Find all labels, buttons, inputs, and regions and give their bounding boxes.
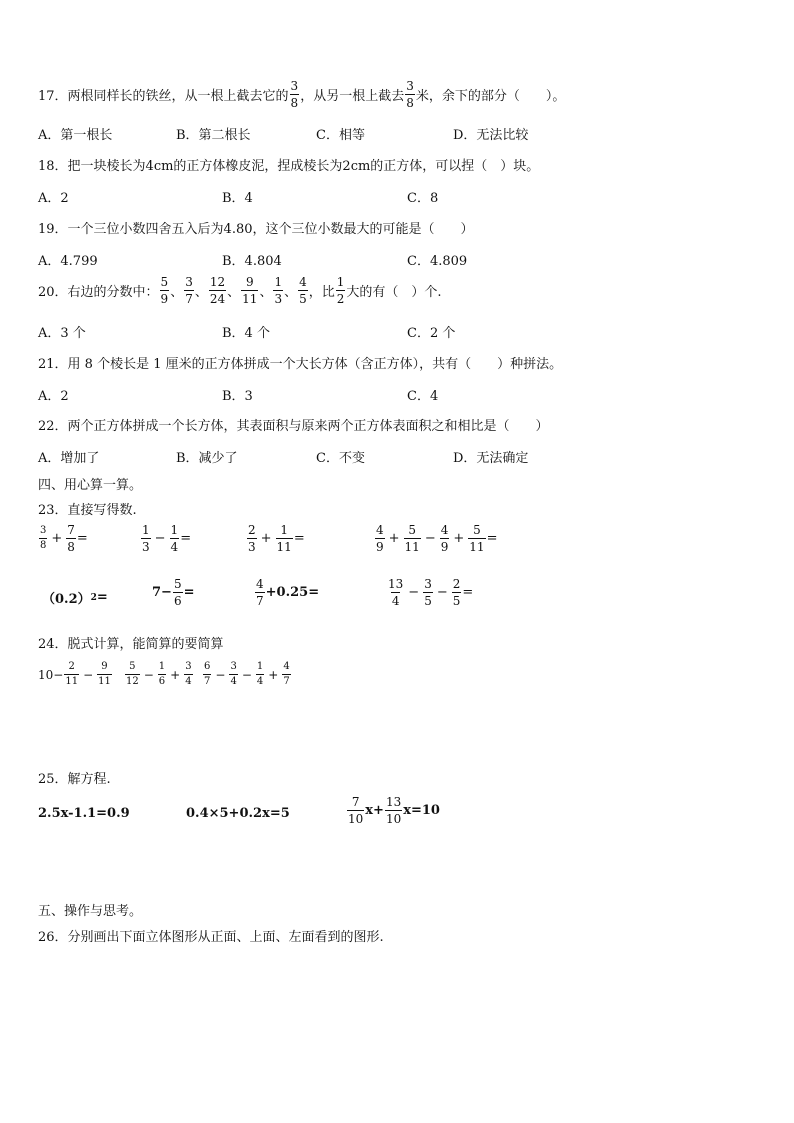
fraction: 3 7 (185, 275, 193, 306)
expression: 2 3 + $\frac{1}{11}$ = (248, 523, 305, 554)
option-c[interactable]: C．2 个 (407, 326, 456, 341)
question-21: 21．用 8 个棱长是 1 厘米的正方体拼成一个大长方体（含正方体），共有（ ）种拼法。 (38, 357, 563, 372)
fraction: 3 8 (290, 79, 299, 110)
expression: 1 3 − $\frac{1}{4}$ = (142, 523, 192, 554)
expression: 5 12 − $\frac{1}{6}$ + $\frac{3}{4}$ (126, 661, 192, 687)
option-b[interactable]: B．4.804 (222, 254, 282, 269)
question-24-title: 24．脱式计算，能简算的要简算 (38, 637, 224, 652)
option-a[interactable]: A．第一根长 (38, 128, 113, 143)
option-b[interactable]: B．第二根长 (176, 128, 251, 143)
option-c[interactable]: C．4 (407, 389, 439, 404)
section-5-title: 五、操作与思考。 (38, 904, 143, 919)
question-25-title: 25．解方程. (38, 772, 111, 787)
fraction: 3 8 (406, 79, 414, 110)
fraction: 12 24 (209, 275, 226, 306)
option-c[interactable]: C．不变 (316, 451, 365, 466)
fraction: 9 11 (242, 275, 258, 306)
option-a[interactable]: A．3 个 (38, 326, 86, 341)
question-20: 20．右边的分数中： 5 9 、 3 7 、 12 24 、 9 11 、 1 3 、 4 5 ，比 1 2 大的有（ ）个. (38, 275, 442, 306)
section-4-title: 四、用心算一算。 (38, 478, 143, 493)
q17-text-end: 米，余下的部分（ ）。 (415, 89, 566, 104)
option-d[interactable]: D．无法比较 (453, 128, 529, 143)
option-c[interactable]: C．相等 (316, 128, 365, 143)
expression: 6 7 − $\frac{3}{4}$ − $\frac{1}{4}$ + $\frac{4}{7}$ (204, 661, 290, 687)
option-a[interactable]: A．4.799 (38, 254, 98, 269)
fraction: 1 2 (336, 275, 345, 306)
expression: 10− $\frac{2}{11}$ − $\frac{9}{11}$ (38, 661, 111, 687)
question-19: 19．一个三位小数四舍五入后为4.80，这个三位小数最大的可能是（ ） (38, 222, 474, 237)
q20-text-compare: ，比 (308, 285, 335, 300)
option-d[interactable]: D．无法确定 (453, 451, 529, 466)
expression: 13 4 − $\frac{3}{5}$ − $\frac{2}{5}$ = (388, 577, 474, 608)
q20-text-end: 大的有（ ）个. (346, 285, 442, 300)
question-17 (38, 80, 565, 109)
fraction: 1 3 (274, 275, 283, 306)
question-18: 18．把一块棱长为4cm的正方体橡皮泥，捏成棱长为2cm的正方体，可以捏（ ）块。 (38, 159, 540, 174)
option-c[interactable]: C．4.809 (407, 254, 468, 269)
fraction: 5 9 (160, 275, 169, 306)
expression: 4 9 + $\frac{5}{11}$ − $\frac{4}{9}$ + $\frac{5}{11}$ = (376, 523, 498, 554)
option-a[interactable]: A．2 (38, 389, 69, 404)
option-b[interactable]: B．3 (222, 389, 253, 404)
q17-text-start: 17．两根同样长的铁丝，从一根上截去它的 (38, 89, 289, 104)
equation: 2.5x-1.1=0.9 (38, 806, 130, 821)
expression: 4 7 +0.25= (256, 577, 320, 608)
option-b[interactable]: B．减少了 (176, 451, 238, 466)
expression: 7− $\frac{5}{6}$ = (152, 577, 195, 608)
option-b[interactable]: B．4 (222, 191, 253, 206)
expression: （0.2） 2 = (42, 590, 108, 607)
fraction: 4 5 (299, 275, 307, 306)
question-22: 22．两个正方体拼成一个长方体，其表面积与原来两个正方体表面积之和相比是（ ） (38, 419, 549, 434)
option-c[interactable]: C．8 (407, 191, 439, 206)
q20-text-start: 20．右边的分数中： (38, 285, 159, 300)
option-a[interactable]: A．增加了 (38, 451, 100, 466)
option-a[interactable]: A．2 (38, 191, 69, 206)
expression: 3 8 + $\frac{7}{8}$ = (40, 523, 88, 554)
option-b[interactable]: B．4 个 (222, 326, 270, 341)
q17-text-mid: ，从另一根上截去 (300, 89, 405, 104)
equation: 0.4×5+0.2x=5 (186, 806, 290, 821)
question-23-title: 23．直接写得数. (38, 503, 137, 518)
equation: 7 10 x+ $\frac{13}{10}$ x=10 (348, 795, 440, 826)
question-26-title: 26．分别画出下面立体图形从正面、上面、左面看到的图形. (38, 930, 384, 945)
